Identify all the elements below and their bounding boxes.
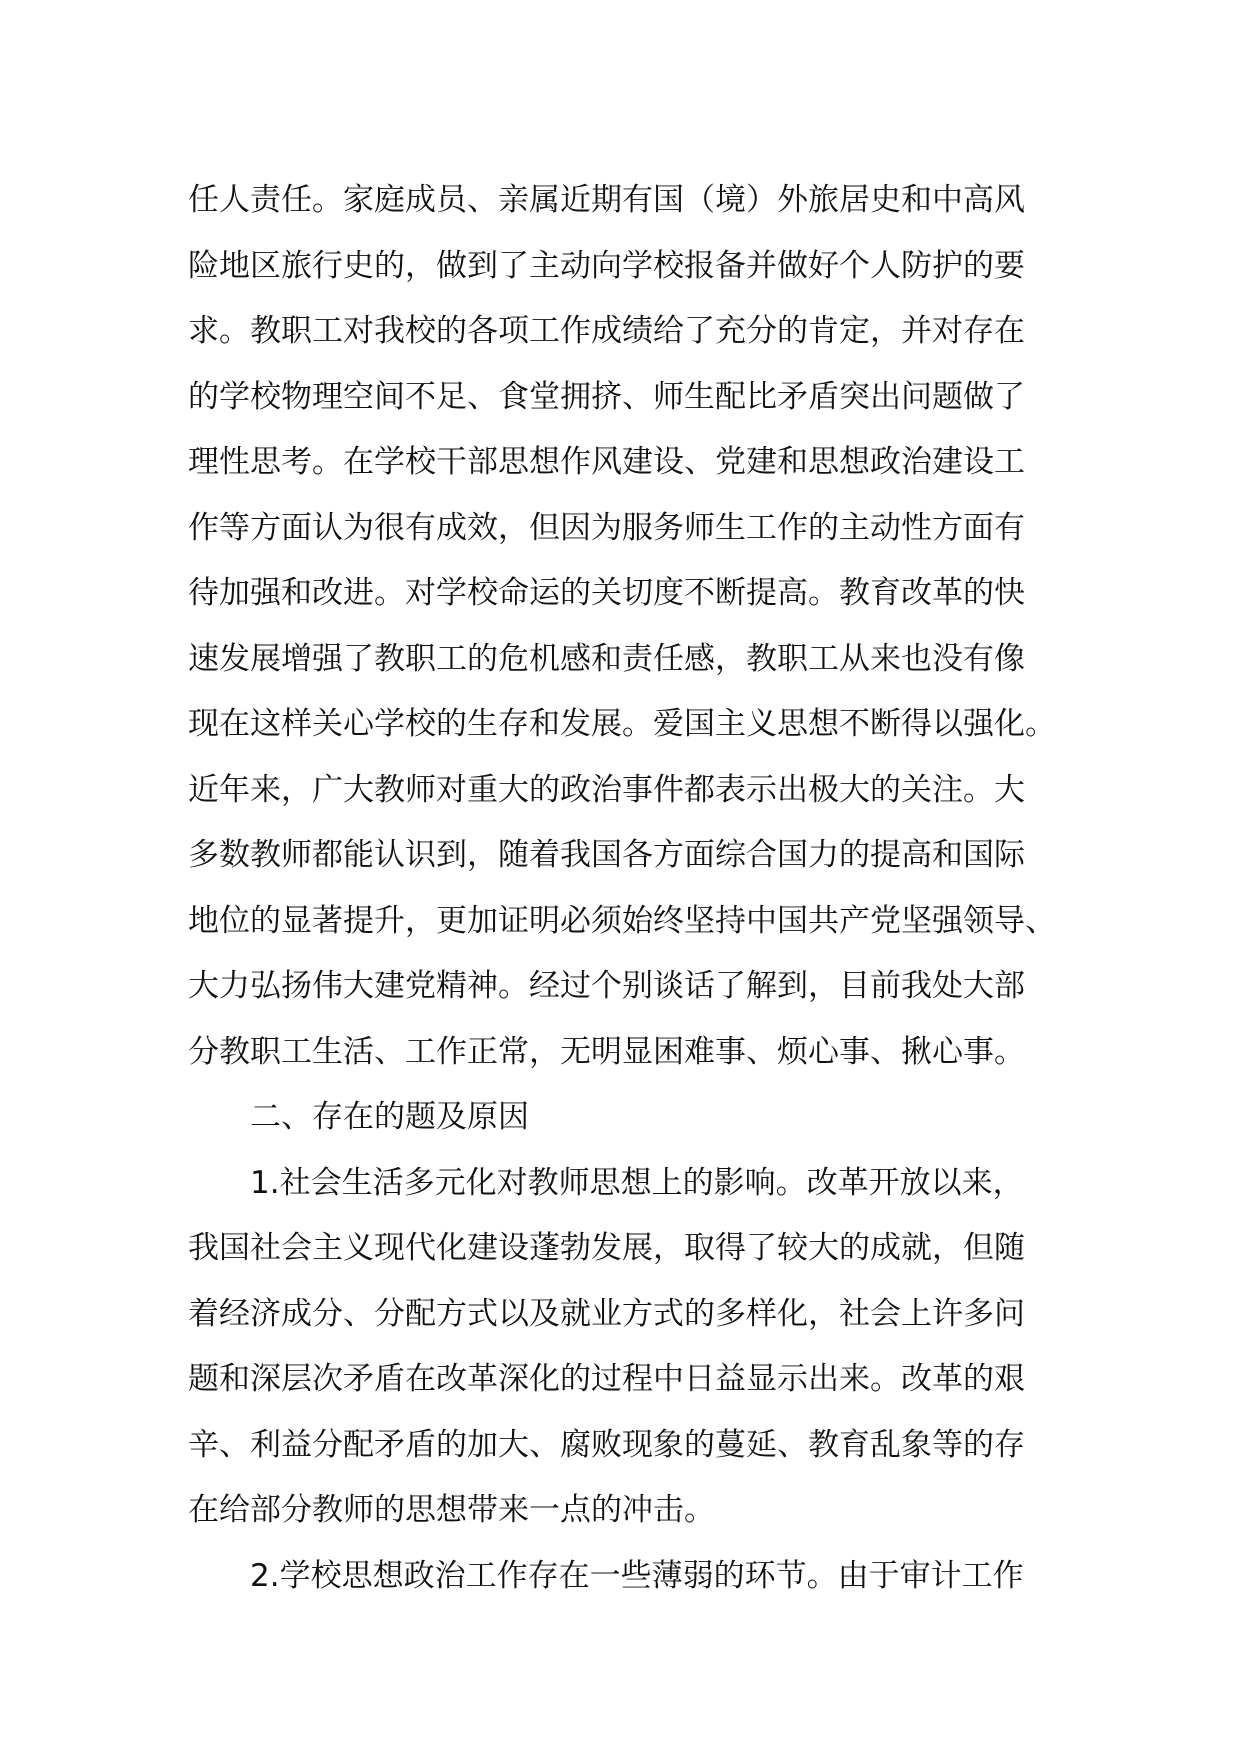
text-line: 着经济成分、分配方式以及就业方式的多样化，社会上许多问 xyxy=(188,1295,1025,1332)
numbered-paragraph-start: 1.社会生活多元化对教师思想上的影响。改革开放以来， xyxy=(250,1164,1024,1201)
text-line: 地位的显著提升，更加证明必须始终坚持中国共产党坚强领导、 xyxy=(188,902,1056,939)
text-line: 理性思考。在学校干部思想作风建设、党建和思想政治建设工 xyxy=(188,444,1025,480)
section-heading: 二、存在的题及原因 xyxy=(250,1099,529,1135)
body-text xyxy=(188,168,1068,1609)
text-line: 我国社会主义现代化建设蓬勃发展，取得了较大的成就，但随 xyxy=(188,1230,1025,1266)
text-line: 作等方面认为很有成效，但因为服务师生工作的主动性方面有 xyxy=(188,509,1025,546)
text-line: 题和深层次矛盾在改革深化的过程中日益显示出来。改革的艰 xyxy=(188,1361,1025,1397)
text-line: 辛、利益分配矛盾的加大、腐败现象的蔓延、教育乱象等的存 xyxy=(188,1426,1025,1463)
text-line: 多数教师都能认识到，随着我国各方面综合国力的提高和国际 xyxy=(188,837,1025,873)
text-line: 近年来，广大教师对重大的政治事件都表示出极大的关注。大 xyxy=(188,771,1025,808)
text-line: 的学校物理空间不足、食堂拥挤、师生配比矛盾突出问题做了 xyxy=(188,378,1025,415)
text-line: 速发展增强了教职工的危机感和责任感，教职工从来也没有像 xyxy=(188,640,1025,677)
text-line: 在给部分教师的思想带来一点的冲击。 xyxy=(188,1492,715,1528)
text-line: 现在这样关心学校的生存和发展。爱国主义思想不断得以强化。 xyxy=(188,706,1056,742)
text-line: 待加强和改进。对学校命运的关切度不断提高。教育改革的快 xyxy=(188,575,1025,611)
text-line: 求。教职工对我校的各项工作成绩给了充分的肯定，并对存在 xyxy=(188,313,1025,349)
text-line: 分教职工生活、工作正常，无明显困难事、烦心事、揪心事。 xyxy=(188,1033,1025,1070)
text-line: 险地区旅行史的，做到了主动向学校报备并做好个人防护的要 xyxy=(188,247,1025,284)
text-line: 任人责任。家庭成员、亲属近期有国（境）外旅居史和中高风 xyxy=(188,182,1025,218)
text-line: 大力弘扬伟大建党精神。经过个别谈话了解到，目前我处大部 xyxy=(188,968,1025,1004)
numbered-paragraph-start: 2.学校思想政治工作存在一些薄弱的环节。由于审计工作 xyxy=(250,1557,1024,1594)
